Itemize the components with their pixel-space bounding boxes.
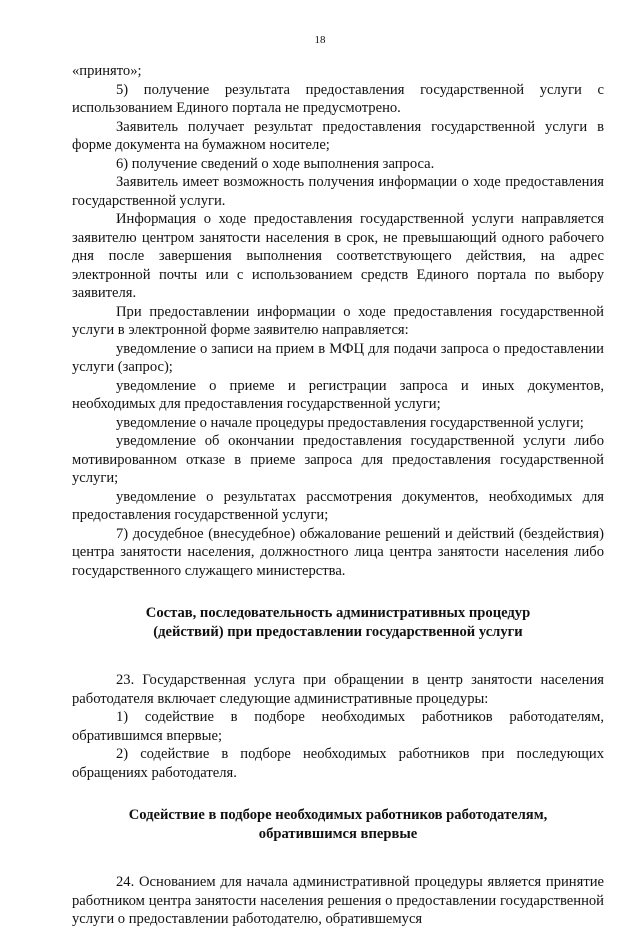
- section-heading-line: обратившимся впервые: [258, 825, 418, 842]
- paragraph: При предоставлении информации о ходе предоставления государственной услуги в электронной форме заявителю направляется:: [72, 303, 604, 338]
- paragraph: Информация о ходе предоставления государственной услуги направляется заявителю центром занятости населения в срок, не превышающий одного рабочего дня после завершения выполнения соответствующего действия, на адрес электронной почты или с использованием средств Единого портала по выбору заявителя.: [72, 211, 604, 301]
- paragraph: 6) получение сведений о ходе выполнения запроса.: [116, 155, 435, 172]
- page-number: 18: [314, 34, 326, 46]
- document-body: [72, 62, 604, 929]
- section-heading: [72, 604, 604, 641]
- section-heading-line: Содействие в подборе необходимых работников работодателям,: [128, 807, 548, 823]
- paragraph: 24. Основанием для начала административной процедуры является принятие работником центра занятости населения решения о предоставлении государственной услуги о предоставлении работодателю, обратившемуся: [72, 874, 604, 927]
- paragraph: Заявитель получает результат предоставления государственной услуги в форме документа на бумажном носителе;: [72, 118, 604, 153]
- list-item: уведомление о начале процедуры предоставления государственной услуги;: [116, 414, 584, 431]
- paragraph: «принято»;: [72, 63, 142, 79]
- list-item: 1) содействие в подборе необходимых работников работодателям, обратившимся впервые;: [72, 709, 604, 744]
- list-item: 2) содействие в подборе необходимых работников при последующих обращениях работодателя.: [72, 746, 604, 781]
- paragraph: Заявитель имеет возможность получения информации о ходе предоставления государственной услуги.: [72, 174, 604, 209]
- section-heading-line: (действий) при предоставлении государственной услуги: [153, 623, 523, 640]
- paragraph: 7) досудебное (внесудебное) обжалование решений и действий (бездействия) центра занятости населения, должностного лица центра занятости населения либо государственного служащего министерства.: [72, 525, 604, 579]
- list-item: уведомление о приеме и регистрации запроса и иных документов, необходимых для предоставления государственной услуги;: [72, 377, 604, 412]
- list-item: уведомление о записи на прием в МФЦ для подачи запроса о предоставлении услуги (запрос);: [72, 340, 604, 375]
- section-heading: [72, 806, 604, 843]
- list-item: уведомление о результатах рассмотрения документов, необходимых для предоставления государственной услуги;: [72, 488, 604, 523]
- paragraph: 23. Государственная услуга при обращении в центр занятости населения работодателя включает следующие административные процедуры:: [72, 672, 604, 707]
- section-heading-line: Состав, последовательность административных процедур: [145, 605, 531, 621]
- list-item: уведомление об окончании предоставления государственной услуги либо мотивированном отказе в приеме запроса для предоставления государственной услуги;: [72, 433, 604, 486]
- paragraph: 5) получение результата предоставления государственной услуги с использованием Единого портала не предусмотрено.: [72, 81, 604, 116]
